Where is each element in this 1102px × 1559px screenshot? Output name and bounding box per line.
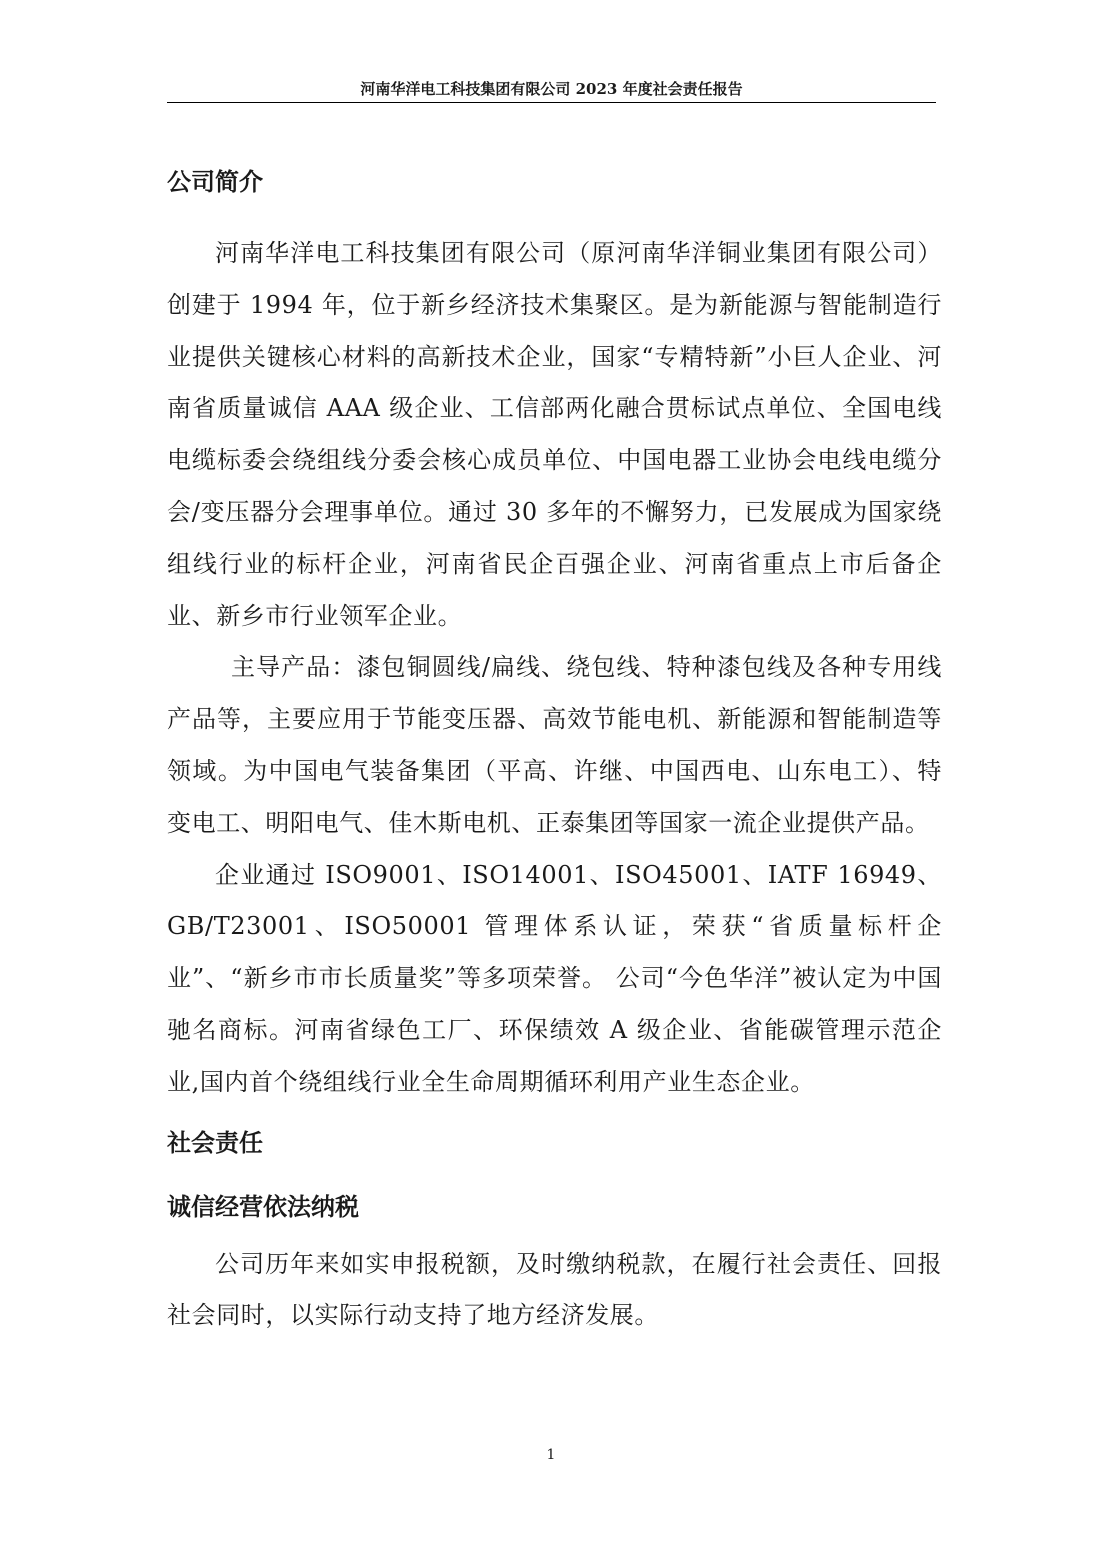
paragraph-certifications: 企业通过 ISO9001、ISO14001、ISO45001、IATF 16949、GB/T23001、ISO50001 管理体系认证，荣获“省质量标杆企业”、“新乡市市长质量奖”等多项荣誉。 公司“今色华洋”被认定为中国驰名商标。河南省绿色工厂、环保绩效 A 级企业、省能碳管理示范企业,国内首个绕组线行业全生命周期循环利用产业生态企业。 <box>167 860 942 1096</box>
paragraph-company-overview: 河南华洋电工科技集团有限公司（原河南华洋铜业集团有限公司）创建于 1994 年，位于新乡经济技术集聚区。是为新能源与智能制造行业提供关键核心材料的高新技术企业，国家“专精特新”小巨人企业、河南省质量诚信 AAA 级企业、工信部两化融合贯标试点单位、全国电线电缆标委会绕组线分委会核心成员单位、中国电器工业协会电线电缆分会/变压器分会理事单位。通过 30 多年的不懈努力，已发展成为国家绕组线行业的标杆企业，河南省民企百强企业、河南省重点上市后备企业、新乡市行业领军企业。 <box>167 239 942 630</box>
header-divider <box>167 102 936 103</box>
page-number: 1 <box>546 1447 556 1463</box>
paragraph-tax-compliance: 公司历年来如实申报税额，及时缴纳税款，在履行社会责任、回报社会同时，以实际行动支持了地方经济发展。 <box>167 1249 942 1330</box>
section-title-social-responsibility: 社会责任 <box>167 1128 263 1157</box>
running-header: 河南华洋电工科技集团有限公司 2023 年度社会责任报告 <box>360 80 743 98</box>
page-body <box>167 152 942 1342</box>
section-title-company-profile: 公司简介 <box>167 168 263 196</box>
paragraph-main-products: 主导产品：漆包铜圆线/扁线、绕包线、特种漆包线及各种专用线产品等，主要应用于节能变压器、高效节能电机、新能源和智能制造等领域。为中国电气装备集团（平高、许继、中国西电、山东电工）、特变电工、明阳电气、佳木斯电机、正泰集团等国家一流企业提供产品。 <box>167 653 942 837</box>
subsection-title-tax-compliance: 诚信经营依法纳税 <box>167 1192 359 1221</box>
